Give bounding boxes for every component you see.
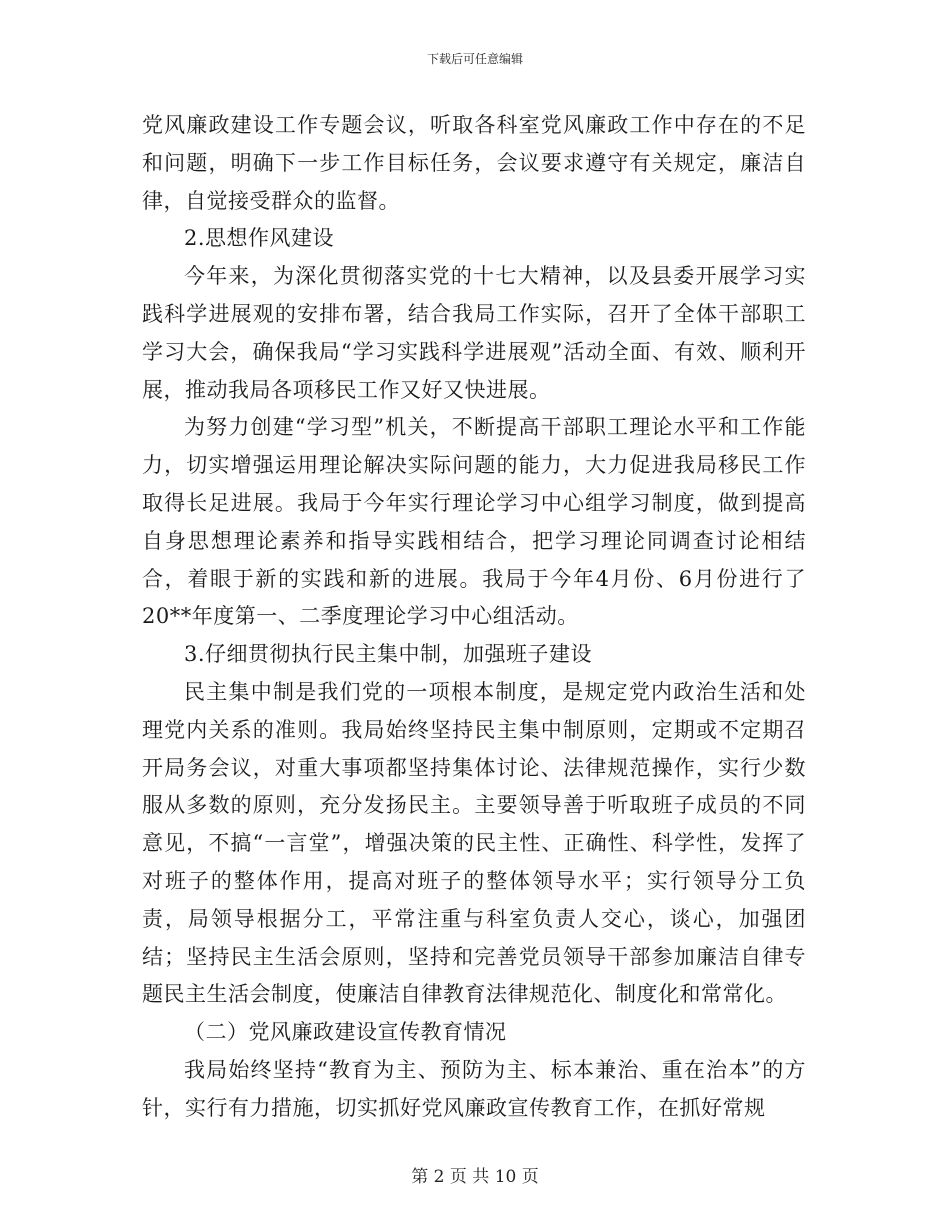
- paragraph: 民主集中制是我们党的一项根本制度，是规定党内政治生活和处理党内关系的准则。我局始终坚持民主集中制原则，定期或不定期召开局务会议，对重大事项都坚持集体讨论、法律规范操作，实行少数服从多数的原则，充分发扬民主。主要领导善于听取班子成员的不同意见，不搞“一言堂”，增强决策的民主性、正确性、科学性，发挥了对班子的整体作用，提高对班子的整体领导水平；实行领导分工负责，局领导根据分工，平常注重与科室负责人交心，谈心，加强团结；坚持民主生活会原则，坚持和完善党员领导干部参加廉洁自律专题民主生活会制度，使廉洁自律教育法律规范化、制度化和常常化。: [142, 679, 806, 1007]
- section-heading: 2.思想作风建设: [184, 226, 335, 251]
- paragraph: 党风廉政建设工作专题会议，听取各科室党风廉政工作中存在的不足和问题，明确下一步工作目标任务，会议要求遵守有关规定，廉洁自律，自觉接受群众的监督。: [142, 113, 806, 213]
- section-heading: （二）党风廉政建设宣传教育情况: [184, 1020, 507, 1045]
- page-number: 第 2 页 共 10 页: [411, 1167, 539, 1187]
- paragraph: 为努力创建“学习型”机关，不断提高干部职工理论水平和工作能力，切实增强运用理论解决实际问题的能力，大力促进我局移民工作取得长足进展。我局于今年实行理论学习中心组学习制度，做到提高自身思想理论素养和指导实践相结合，把学习理论同调查讨论相结合，着眼于新的实践和新的进展。我局于今年4月份、6月份进行了20**年度第一、二季度理论学习中心组活动。: [142, 415, 806, 629]
- paragraph: 我局始终坚持“教育为主、预防为主、标本兼治、重在治本”的方针，实行有力措施，切实抓好党风廉政宣传教育工作，在抓好常规: [142, 1057, 806, 1120]
- document-body: [142, 107, 806, 1128]
- section-heading: 3.仔细贯彻执行民主集中制，加强班子建设: [184, 642, 593, 667]
- paragraph: 今年来，为深化贯彻落实党的十七大精神，以及县委开展学习实践科学进展观的安排布署，结合我局工作实际，召开了全体干部职工学习大会，确保我局“学习实践科学进展观”活动全面、有效、顺利开展，推动我局各项移民工作又好又快进展。: [142, 264, 806, 402]
- header-note: 下载后可任意编辑: [426, 52, 523, 66]
